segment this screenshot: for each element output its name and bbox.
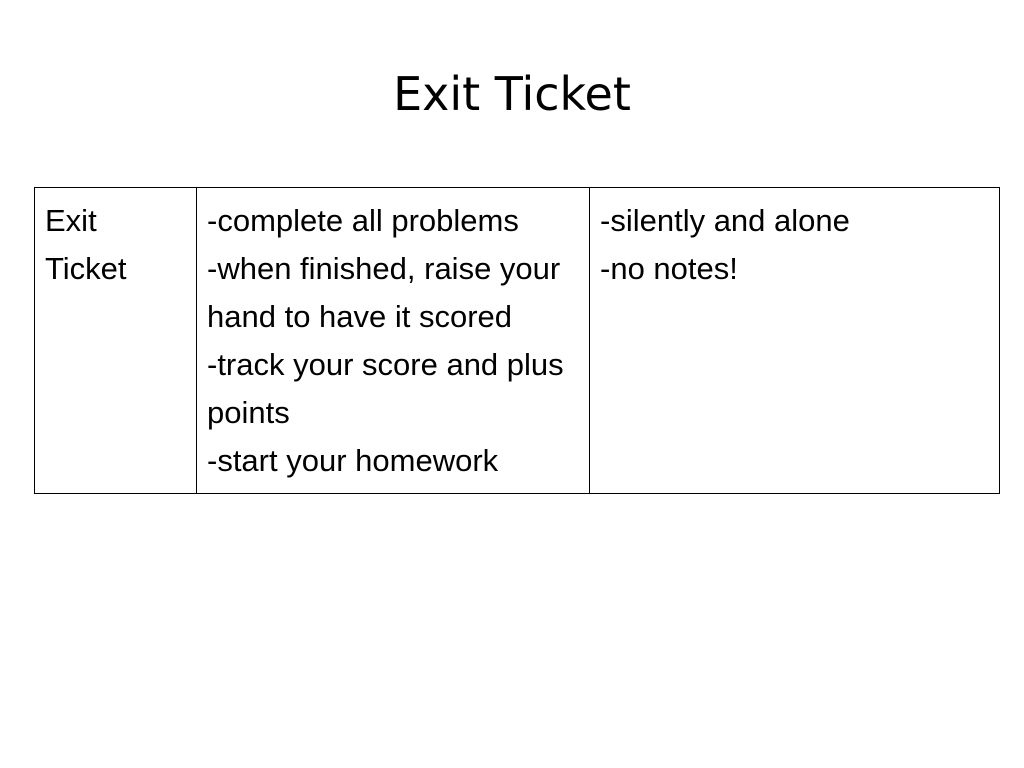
expectation-line: -no notes! xyxy=(600,251,738,286)
table-row xyxy=(35,188,1000,494)
procedure-line: -track your score and plus points xyxy=(207,347,564,430)
activity-label: Exit Ticket xyxy=(45,203,127,286)
procedure-line: -start your homework xyxy=(207,443,499,478)
table-cell-procedure xyxy=(197,188,590,494)
table-cell-expectations xyxy=(590,188,1000,494)
procedure-line: -when finished, raise your hand to have it scored xyxy=(207,251,561,334)
procedure-line: -complete all problems xyxy=(207,203,519,238)
table-cell-activity xyxy=(35,188,197,494)
expectation-line: -silently and alone xyxy=(600,203,850,238)
instructions-table xyxy=(34,187,1000,494)
slide-title: Exit Ticket xyxy=(393,67,631,121)
